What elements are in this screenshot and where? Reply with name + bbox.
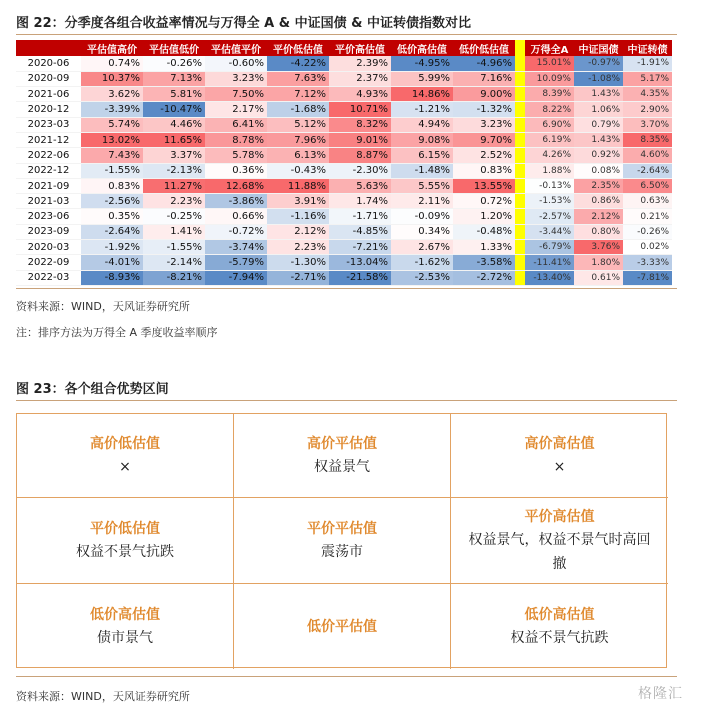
cell-title: 低价平估值 [307, 618, 377, 635]
table-row [16, 148, 672, 163]
portfolio-return-cell: -1.16% [267, 209, 329, 224]
portfolio-return-cell: 3.37% [143, 148, 205, 163]
portfolio-return-cell: 0.36% [205, 163, 267, 178]
portfolio-return-cell: 0.35% [81, 209, 143, 224]
table-row [16, 255, 672, 270]
index-return-cell: 0.02% [623, 240, 672, 255]
portfolio-return-cell: 2.17% [205, 102, 267, 117]
column-header: 中证转债 [623, 40, 672, 56]
index-return-cell: 1.43% [574, 87, 623, 102]
portfolio-return-cell: 2.23% [143, 194, 205, 209]
cell-desc: 权益不景气抗跌 [510, 629, 609, 646]
portfolio-return-cell: 10.71% [329, 102, 391, 117]
row-date: 2020-03 [16, 240, 81, 255]
index-return-cell: 0.80% [574, 224, 623, 239]
gap-cell [515, 194, 525, 209]
portfolio-return-cell: 7.12% [267, 87, 329, 102]
row-date: 2021-09 [16, 178, 81, 193]
index-return-cell: 0.79% [574, 117, 623, 132]
gap-cell [515, 117, 525, 132]
portfolio-return-cell: 3.91% [267, 194, 329, 209]
cell-title: 高价平估值 [307, 435, 377, 452]
portfolio-return-cell: -1.62% [391, 255, 453, 270]
cell-desc: × [119, 458, 131, 475]
portfolio-return-cell: 13.02% [81, 132, 143, 147]
portfolio-return-cell: 2.11% [391, 194, 453, 209]
index-return-cell: -0.13% [525, 178, 574, 193]
gap-cell [515, 56, 525, 71]
table-row [16, 87, 672, 102]
portfolio-return-cell: -2.71% [267, 270, 329, 285]
grid-cell-low-price-high-valuation [17, 584, 234, 669]
figure-22-source: 资料来源：WIND，天风证券研究所 [16, 300, 190, 313]
gap-cell [515, 224, 525, 239]
portfolio-return-cell: 0.74% [81, 56, 143, 71]
portfolio-return-cell: 5.74% [81, 117, 143, 132]
portfolio-return-cell: -1.71% [329, 209, 391, 224]
portfolio-return-cell: 1.41% [143, 224, 205, 239]
portfolio-return-cell: 4.46% [143, 117, 205, 132]
row-date: 2023-06 [16, 209, 81, 224]
table-body [16, 56, 672, 285]
returns-heatmap-table [16, 40, 672, 286]
cell-desc: 权益不景气抗跌 [76, 543, 174, 560]
portfolio-return-cell: -4.22% [267, 56, 329, 71]
portfolio-return-cell: -13.04% [329, 255, 391, 270]
row-date: 2022-09 [16, 255, 81, 270]
cell-title: 低价高估值 [90, 606, 160, 623]
cell-title: 平价平估值 [307, 520, 377, 537]
cell-desc: 权益景气，权益不景气时高回撤 [468, 531, 651, 572]
gap-cell [515, 148, 525, 163]
portfolio-return-cell: 5.78% [205, 148, 267, 163]
grid-cell-high-price-high-valuation [451, 414, 668, 498]
grid-cell-mid-price-high-valuation [451, 498, 668, 584]
table-row [16, 209, 672, 224]
portfolio-return-cell: -3.58% [453, 255, 515, 270]
index-return-cell: 8.35% [623, 132, 672, 147]
index-return-cell: 0.61% [574, 270, 623, 285]
cell-title: 平价低估值 [90, 520, 160, 537]
table-row [16, 194, 672, 209]
index-return-cell: -7.81% [623, 270, 672, 285]
watermark-logo: 格隆汇 [638, 686, 683, 702]
portfolio-return-cell: -0.26% [143, 56, 205, 71]
portfolio-return-cell: -0.48% [453, 224, 515, 239]
grid-cell-high-price-mid-valuation [234, 414, 451, 498]
index-return-cell: -1.91% [623, 56, 672, 71]
figure-22-title-rule [16, 34, 677, 35]
portfolio-return-cell: -0.72% [205, 224, 267, 239]
portfolio-return-cell: -3.74% [205, 240, 267, 255]
cell-title: 高价高估值 [524, 435, 595, 452]
portfolio-return-cell: 5.99% [391, 71, 453, 86]
portfolio-return-cell: -21.58% [329, 270, 391, 285]
portfolio-return-cell: 2.23% [267, 240, 329, 255]
index-return-cell: -0.97% [574, 56, 623, 71]
index-return-cell: 2.90% [623, 102, 672, 117]
index-return-cell: 4.35% [623, 87, 672, 102]
column-header: 低价低估值 [453, 40, 515, 56]
index-return-cell: 0.86% [574, 194, 623, 209]
cell-desc: 债市景气 [97, 629, 153, 646]
gap-cell [515, 270, 525, 285]
portfolio-return-cell: -7.21% [329, 240, 391, 255]
column-header: 平价高估值 [329, 40, 391, 56]
portfolio-return-cell: -2.72% [453, 270, 515, 285]
column-header: 低价高估值 [391, 40, 453, 56]
portfolio-return-cell: 4.94% [391, 117, 453, 132]
grid-cell-mid-price-mid-valuation [234, 498, 451, 584]
row-date: 2023-09 [16, 224, 81, 239]
portfolio-return-cell: -0.60% [205, 56, 267, 71]
portfolio-return-cell: -7.94% [205, 270, 267, 285]
index-return-cell: -3.33% [623, 255, 672, 270]
portfolio-return-cell: 2.67% [391, 240, 453, 255]
figure-23-source: 资料来源：WIND，天风证券研究所 [16, 690, 190, 703]
portfolio-return-cell: 7.96% [267, 132, 329, 147]
column-header: 万得全A [525, 40, 574, 56]
portfolio-return-cell: -8.93% [81, 270, 143, 285]
portfolio-return-cell: 7.63% [267, 71, 329, 86]
index-return-cell: 15.01% [525, 56, 574, 71]
header-gap-col [515, 40, 525, 56]
figure-22-title: 图 22：分季度各组合收益率情况与万得全 A & 中证国债 & 中证转债指数对比 [16, 16, 471, 31]
cell-desc: × [553, 458, 566, 475]
figure-23-title: 图 23：各个组合优势区间 [16, 382, 169, 397]
column-header: 平估值平价 [205, 40, 267, 56]
grid-cell-low-price-mid-valuation [234, 584, 451, 669]
portfolio-return-cell: 7.16% [453, 71, 515, 86]
portfolio-return-cell: 11.27% [143, 178, 205, 193]
index-return-cell: -2.64% [623, 163, 672, 178]
index-return-cell: -0.26% [623, 224, 672, 239]
portfolio-return-cell: 5.81% [143, 87, 205, 102]
table-row [16, 102, 672, 117]
portfolio-return-cell: 9.00% [453, 87, 515, 102]
grid-cell-high-price-low-valuation [17, 414, 234, 498]
portfolio-return-cell: 5.12% [267, 117, 329, 132]
header-date-col [16, 40, 81, 56]
portfolio-return-cell: -2.14% [143, 255, 205, 270]
portfolio-return-cell: 8.32% [329, 117, 391, 132]
table-row [16, 163, 672, 178]
index-return-cell: -11.41% [525, 255, 574, 270]
portfolio-return-cell: 7.13% [143, 71, 205, 86]
portfolio-return-cell: 3.23% [453, 117, 515, 132]
portfolio-return-cell: 7.50% [205, 87, 267, 102]
index-return-cell: -3.44% [525, 224, 574, 239]
row-date: 2021-12 [16, 132, 81, 147]
portfolio-return-cell: -2.64% [81, 224, 143, 239]
portfolio-return-cell: 9.08% [391, 132, 453, 147]
row-date: 2020-12 [16, 102, 81, 117]
index-return-cell: 3.70% [623, 117, 672, 132]
index-return-cell: 4.60% [623, 148, 672, 163]
index-return-cell: -13.40% [525, 270, 574, 285]
portfolio-return-cell: -1.55% [81, 163, 143, 178]
column-header: 平价低估值 [267, 40, 329, 56]
gap-cell [515, 132, 525, 147]
table-row [16, 240, 672, 255]
index-return-cell: -1.53% [525, 194, 574, 209]
row-date: 2022-06 [16, 148, 81, 163]
portfolio-return-cell: 5.55% [391, 178, 453, 193]
gap-cell [515, 102, 525, 117]
portfolio-return-cell: 10.37% [81, 71, 143, 86]
portfolio-return-cell: 0.72% [453, 194, 515, 209]
portfolio-return-cell: 9.70% [453, 132, 515, 147]
column-header: 平估值高价 [81, 40, 143, 56]
portfolio-return-cell: 8.78% [205, 132, 267, 147]
index-return-cell: 4.26% [525, 148, 574, 163]
portfolio-return-cell: 12.68% [205, 178, 267, 193]
gap-cell [515, 209, 525, 224]
portfolio-return-cell: 3.23% [205, 71, 267, 86]
index-return-cell: 0.21% [623, 209, 672, 224]
portfolio-return-cell: -4.95% [391, 56, 453, 71]
grid-cell-low-price-high-valuation-2 [451, 584, 668, 669]
index-return-cell: 1.43% [574, 132, 623, 147]
table-row [16, 56, 672, 71]
row-date: 2020-09 [16, 71, 81, 86]
index-return-cell: 0.08% [574, 163, 623, 178]
index-return-cell: -2.57% [525, 209, 574, 224]
cell-title: 低价高估值 [524, 606, 595, 623]
row-date: 2022-12 [16, 163, 81, 178]
portfolio-return-cell: -2.56% [81, 194, 143, 209]
portfolio-return-cell: -2.53% [391, 270, 453, 285]
row-date: 2020-06 [16, 56, 81, 71]
index-return-cell: 2.12% [574, 209, 623, 224]
index-return-cell: 1.06% [574, 102, 623, 117]
portfolio-return-cell: 7.43% [81, 148, 143, 163]
gap-cell [515, 163, 525, 178]
index-return-cell: 0.92% [574, 148, 623, 163]
gap-cell [515, 240, 525, 255]
portfolio-return-cell: -3.39% [81, 102, 143, 117]
portfolio-return-cell: 2.39% [329, 56, 391, 71]
table-row [16, 178, 672, 193]
portfolio-return-cell: 4.93% [329, 87, 391, 102]
index-return-cell: 1.88% [525, 163, 574, 178]
portfolio-return-cell: 0.83% [453, 163, 515, 178]
portfolio-return-cell: -2.13% [143, 163, 205, 178]
column-header: 中证国债 [574, 40, 623, 56]
portfolio-return-cell: -4.96% [453, 56, 515, 71]
portfolio-return-cell: 1.33% [453, 240, 515, 255]
figure-23-bottom-rule [16, 676, 677, 677]
figure-22-bottom-rule [16, 288, 677, 289]
cell-title: 平价高估值 [524, 508, 595, 525]
portfolio-return-cell: 11.88% [267, 178, 329, 193]
portfolio-return-cell: -1.32% [453, 102, 515, 117]
grid-cell-mid-price-low-valuation [17, 498, 234, 584]
portfolio-return-cell: -0.09% [391, 209, 453, 224]
index-return-cell: -6.79% [525, 240, 574, 255]
table-row [16, 71, 672, 86]
portfolio-return-cell: 13.55% [453, 178, 515, 193]
portfolio-return-cell: -5.79% [205, 255, 267, 270]
index-return-cell: 1.80% [574, 255, 623, 270]
portfolio-return-cell: -1.92% [81, 240, 143, 255]
table-header-row [16, 40, 672, 56]
portfolio-return-cell: 2.52% [453, 148, 515, 163]
table-row [16, 270, 672, 285]
portfolio-return-cell: -4.01% [81, 255, 143, 270]
portfolio-return-cell: 14.86% [391, 87, 453, 102]
portfolio-return-cell: -2.30% [329, 163, 391, 178]
table-row [16, 224, 672, 239]
portfolio-return-cell: -0.25% [143, 209, 205, 224]
gap-cell [515, 178, 525, 193]
portfolio-return-cell: -1.48% [391, 163, 453, 178]
portfolio-return-cell: -0.43% [267, 163, 329, 178]
portfolio-return-cell: -10.47% [143, 102, 205, 117]
portfolio-return-cell: 6.41% [205, 117, 267, 132]
portfolio-return-cell: 6.15% [391, 148, 453, 163]
portfolio-return-cell: -8.21% [143, 270, 205, 285]
portfolio-return-cell: 0.34% [391, 224, 453, 239]
gap-cell [515, 255, 525, 270]
column-header: 平估值低价 [143, 40, 205, 56]
index-return-cell: -1.08% [574, 71, 623, 86]
portfolio-return-cell: 9.01% [329, 132, 391, 147]
index-return-cell: 6.90% [525, 117, 574, 132]
portfolio-return-cell: -1.68% [267, 102, 329, 117]
gap-cell [515, 87, 525, 102]
row-date: 2021-03 [16, 194, 81, 209]
index-return-cell: 8.39% [525, 87, 574, 102]
portfolio-return-cell: 3.62% [81, 87, 143, 102]
cell-desc: 权益景气 [314, 458, 370, 475]
portfolio-return-cell: 2.12% [267, 224, 329, 239]
index-return-cell: 8.22% [525, 102, 574, 117]
portfolio-return-cell: 8.87% [329, 148, 391, 163]
cell-desc: 震荡市 [321, 543, 363, 560]
portfolio-return-cell: 5.63% [329, 178, 391, 193]
portfolio-return-cell: 0.66% [205, 209, 267, 224]
portfolio-return-cell: 1.74% [329, 194, 391, 209]
gap-cell [515, 71, 525, 86]
portfolio-return-cell: -4.85% [329, 224, 391, 239]
portfolio-return-cell: 0.83% [81, 178, 143, 193]
index-return-cell: 2.35% [574, 178, 623, 193]
table-row [16, 132, 672, 147]
portfolio-return-cell: -3.86% [205, 194, 267, 209]
portfolio-return-cell: 1.20% [453, 209, 515, 224]
index-return-cell: 0.63% [623, 194, 672, 209]
portfolio-return-cell: 11.65% [143, 132, 205, 147]
portfolio-return-cell: 6.13% [267, 148, 329, 163]
portfolio-return-cell: 2.37% [329, 71, 391, 86]
index-return-cell: 5.17% [623, 71, 672, 86]
index-return-cell: 3.76% [574, 240, 623, 255]
row-date: 2022-03 [16, 270, 81, 285]
cell-title: 高价低估值 [90, 435, 160, 452]
portfolio-return-cell: -1.30% [267, 255, 329, 270]
figure-22-sort-note: 注：排序方法为万得全 A 季度收益率顺序 [16, 326, 218, 339]
portfolio-return-cell: -1.21% [391, 102, 453, 117]
advantage-grid [16, 413, 667, 668]
index-return-cell: 10.09% [525, 71, 574, 86]
portfolio-return-cell: -1.55% [143, 240, 205, 255]
row-date: 2023-03 [16, 117, 81, 132]
figure-23-title-rule [16, 400, 677, 401]
table-row [16, 117, 672, 132]
index-return-cell: 6.50% [623, 178, 672, 193]
index-return-cell: 6.19% [525, 132, 574, 147]
row-date: 2021-06 [16, 87, 81, 102]
